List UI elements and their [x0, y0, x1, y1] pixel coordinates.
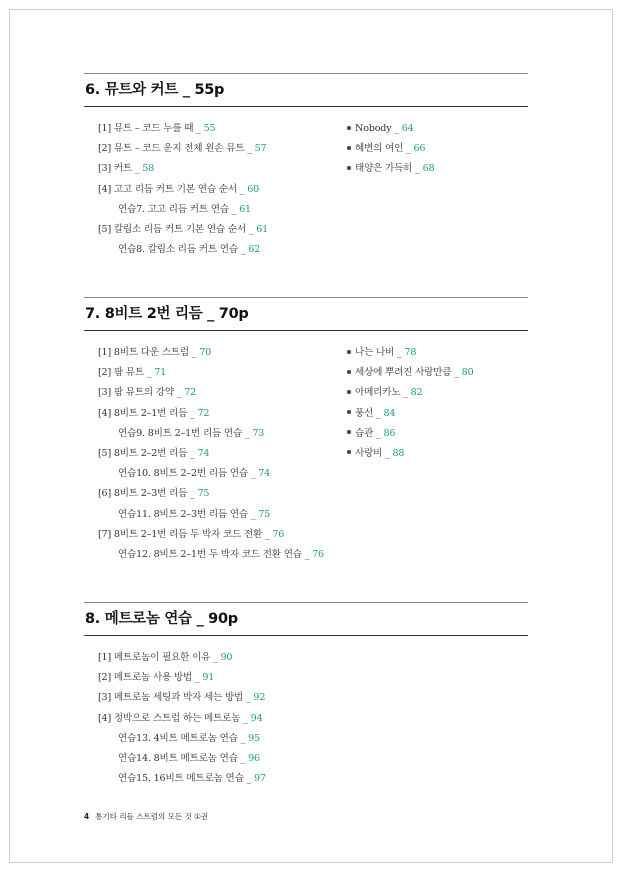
toc-page-number: 76: [272, 528, 285, 540]
toc-subentry[interactable]: 연습12. 8비트 2–1번 두 박자 코드 전환 연습 _ 76: [118, 548, 324, 560]
toc-page-number: 76: [312, 548, 324, 560]
toc-subentry[interactable]: 연습10. 8비트 2–2번 리듬 연습 _ 74: [118, 468, 271, 480]
toc-page-number: 72: [197, 407, 210, 419]
toc-entry[interactable]: [2] 팜 뮤트 _ 71: [98, 367, 166, 379]
toc-page-number: 60: [247, 183, 260, 195]
toc-page-number: 88: [392, 447, 405, 459]
toc-page-number: 55: [203, 123, 216, 134]
toc-page-number: 57: [254, 143, 267, 155]
toc-page-number: 74: [258, 468, 271, 480]
toc-entry[interactable]: [3] 팜 뮤트의 강약 _ 72: [98, 387, 197, 399]
toc-entry[interactable]: [1] 뮤트 – 코드 누를 때 _ 55: [98, 123, 216, 134]
bullet-icon: [347, 166, 351, 170]
section-title: 7. 8비트 2번 리듬 _ 70p: [85, 306, 249, 322]
toc-page-number: 73: [252, 427, 265, 439]
toc-subentry[interactable]: 연습9. 8비트 2–1번 리듬 연습 _ 73: [118, 427, 265, 439]
toc-song-entry[interactable]: 세상에 뿌려진 사랑만큼 _ 80: [347, 363, 473, 383]
toc-page-number: 91: [202, 672, 215, 684]
toc-page-number: 62: [248, 244, 261, 256]
bullet-icon: [347, 410, 351, 414]
toc-page-number: 74: [197, 447, 210, 459]
toc-section-7: [84, 297, 528, 560]
toc-left-column: [98, 343, 324, 565]
toc-entry[interactable]: [1] 메트로놈이 필요한 이유 _ 90: [98, 652, 233, 663]
toc-section-6: [84, 73, 528, 256]
toc-song-entry[interactable]: 사랑비 _ 88: [347, 444, 473, 464]
toc-page-number: 95: [248, 732, 260, 744]
toc-song-entry[interactable]: 풍선 _ 84: [347, 404, 473, 424]
toc-entry[interactable]: [5] 칼립소 리듬 커트 기본 연습 순서 _ 61: [98, 223, 269, 235]
toc-entry[interactable]: [3] 커트 _ 58: [98, 163, 155, 175]
toc-subentry[interactable]: 연습11. 8비트 2–3번 리듬 연습 _ 75: [118, 508, 271, 520]
toc-page-number: 82: [410, 387, 423, 399]
toc-page-number: 96: [248, 752, 260, 764]
page-footer: [84, 811, 208, 822]
section-bottom-rule: [84, 330, 528, 331]
toc-page-number: 61: [239, 203, 251, 215]
toc-page-number: 86: [383, 427, 396, 439]
toc-page-number: 90: [220, 652, 233, 663]
toc-page-number: 66: [413, 143, 426, 155]
toc-subentry[interactable]: 연습8. 칼립소 리듬 커트 연습 _ 62: [118, 244, 261, 256]
section-title: 6. 뮤트와 커트 _ 55p: [85, 82, 225, 98]
section-title: 8. 메트로놈 연습 _ 90p: [85, 611, 238, 627]
toc-left-column: [98, 119, 268, 260]
toc-right-column: [347, 343, 473, 464]
toc-page-number: 80: [461, 367, 474, 379]
toc-entry[interactable]: [4] 정박으로 스트럼 하는 메트로놈 _ 94: [98, 712, 263, 724]
bullet-icon: [347, 126, 351, 130]
toc-page-number: 75: [197, 488, 210, 500]
footer-book-title: 통기타 리듬 스트럼의 모든 것 ①권: [95, 812, 209, 821]
toc-song-entry[interactable]: 습관 _ 86: [347, 424, 473, 444]
bullet-icon: [347, 370, 351, 374]
toc-page-number: 94: [250, 712, 263, 724]
toc-song-entry[interactable]: 혜변의 여인 _ 66: [347, 139, 434, 159]
toc-song-entry[interactable]: Nobody _ 64: [347, 119, 434, 139]
bullet-icon: [347, 390, 351, 394]
bullet-icon: [347, 146, 351, 150]
toc-page-number: 64: [401, 123, 414, 134]
bullet-icon: [347, 450, 351, 454]
toc-page-number: 97: [254, 773, 266, 785]
toc-subentry[interactable]: 연습13. 4비트 메트로놈 연습 _ 95: [118, 732, 260, 744]
toc-subentry[interactable]: 연습15. 16비트 메트로놈 연습 _ 97: [118, 773, 266, 785]
toc-page-number: 75: [258, 508, 271, 520]
toc-page-number: 68: [422, 163, 435, 175]
toc-page-number: 61: [256, 223, 269, 235]
toc-page-number: 71: [154, 367, 166, 379]
toc-song-entry[interactable]: 태양은 가득히 _ 68: [347, 159, 434, 179]
footer-page-number: 4: [84, 812, 90, 821]
toc-entry[interactable]: [2] 뮤트 – 코드 운지 전체 왼손 뮤트 _ 57: [98, 143, 267, 155]
toc-page-number: 70: [199, 347, 212, 358]
toc-entry[interactable]: [5] 8비트 2–2번 리듬 _ 74: [98, 447, 210, 459]
toc-page-number: 84: [383, 407, 396, 419]
section-bottom-rule: [84, 106, 528, 107]
toc-entry[interactable]: [3] 메트로놈 세팅과 박자 세는 방법 _ 92: [98, 692, 266, 704]
toc-section-8: [84, 602, 528, 785]
toc-right-column: [347, 119, 434, 180]
bullet-icon: [347, 350, 351, 354]
toc-subentry[interactable]: 연습7. 고고 리듬 커트 연습 _ 61: [118, 203, 251, 215]
bullet-icon: [347, 430, 351, 434]
toc-song-entry[interactable]: 아메리카노 _ 82: [347, 383, 473, 403]
toc-entry[interactable]: [6] 8비트 2–3번 리듬 _ 75: [98, 488, 210, 500]
toc-page-number: 92: [253, 692, 266, 704]
toc-page-number: 78: [404, 347, 417, 358]
toc-page-number: 72: [184, 387, 197, 399]
toc-song-entry[interactable]: 나는 나비 _ 78: [347, 343, 473, 363]
toc-subentry[interactable]: 연습14. 8비트 메트로놈 연습 _ 96: [118, 752, 260, 764]
toc-entry[interactable]: [2] 메트로놈 사용 방법 _ 91: [98, 672, 215, 684]
toc-page-number: 58: [142, 163, 155, 175]
toc-left-column: [98, 648, 266, 789]
section-bottom-rule: [84, 635, 528, 636]
toc-entry[interactable]: [1] 8비트 다운 스트럼 _ 70: [98, 347, 212, 358]
toc-entry[interactable]: [7] 8비트 2–1번 리듬 두 박자 코드 전환 _ 76: [98, 528, 285, 540]
toc-entry[interactable]: [4] 8비트 2–1번 리듬 _ 72: [98, 407, 210, 419]
toc-entry[interactable]: [4] 고고 리듬 커트 기본 연습 순서 _ 60: [98, 183, 260, 195]
